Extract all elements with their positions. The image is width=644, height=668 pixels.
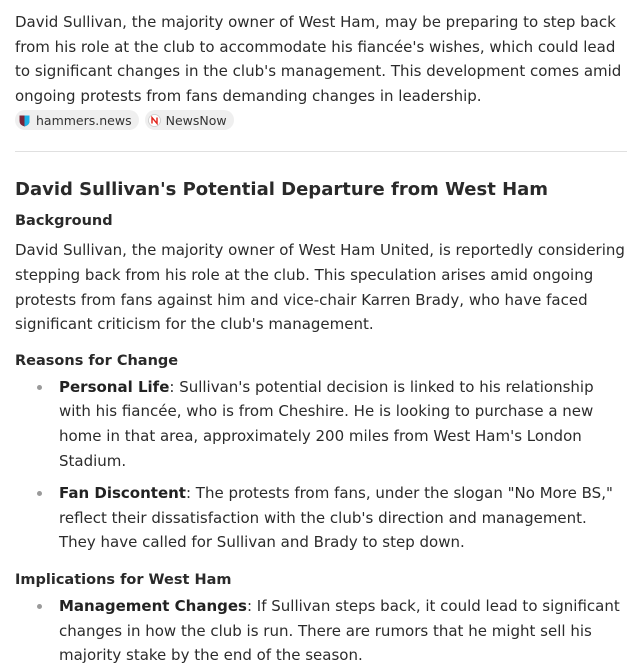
section-divider [15, 151, 627, 152]
article-title: David Sullivan's Potential Departure from West Ham [15, 179, 549, 201]
reasons-list [15, 375, 627, 555]
list-item-text: : If Sullivan steps back, it could lead to significant changes in how the club is run. There are rumors that he might sell his majority stake by the end of the season. [59, 596, 620, 665]
intro-summary: David Sullivan, the majority owner of West Ham, may be preparing to step back from his role at the club to accommodate his fiancée's wishes, which could lead to significant changes in the club's management. This development comes amid ongoing protests from fans demanding changes in leadership. [15, 13, 622, 105]
background-heading: Background [15, 213, 113, 230]
hammers-logo-icon [18, 114, 31, 127]
implications-list [15, 594, 627, 668]
list-item [15, 594, 627, 668]
source-chip-label: NewsNow [165, 112, 227, 128]
list-item [15, 481, 627, 555]
implications-heading: Implications for West Ham [15, 571, 232, 588]
list-item-text: : The protests from fans, under the slogan "No More BS," reflect their dissatisfaction with the club's direction and management. They have called for Sullivan and Brady to step down. [59, 484, 613, 552]
source-chip-hammers-news[interactable] [15, 110, 139, 130]
article-page [15, 10, 627, 668]
list-item-text: : Sullivan's potential decision is linked to his relationship with his fiancée, who is from Cheshire. He is looking to purchase a new home in that area, approximately 200 miles from West Ham's London Stadium. [59, 377, 594, 470]
list-item-term: Personal Life [59, 377, 170, 396]
background-text: David Sullivan, the majority owner of West Ham United, is reportedly considering stepping back from his role at the club. This speculation arises amid ongoing protests from fans against him and vice-chair Karren Brady, who have faced significant criticism for the club's management. [15, 241, 625, 334]
list-item [15, 375, 627, 473]
source-chips [15, 110, 627, 130]
source-chip-label: hammers.news [36, 112, 132, 128]
reasons-heading: Reasons for Change [15, 352, 179, 369]
source-chip-newsnow[interactable] [145, 110, 234, 130]
list-item-term: Management Changes [59, 596, 247, 615]
newsnow-logo-icon [148, 114, 161, 127]
list-item-term: Fan Discontent [59, 484, 186, 503]
